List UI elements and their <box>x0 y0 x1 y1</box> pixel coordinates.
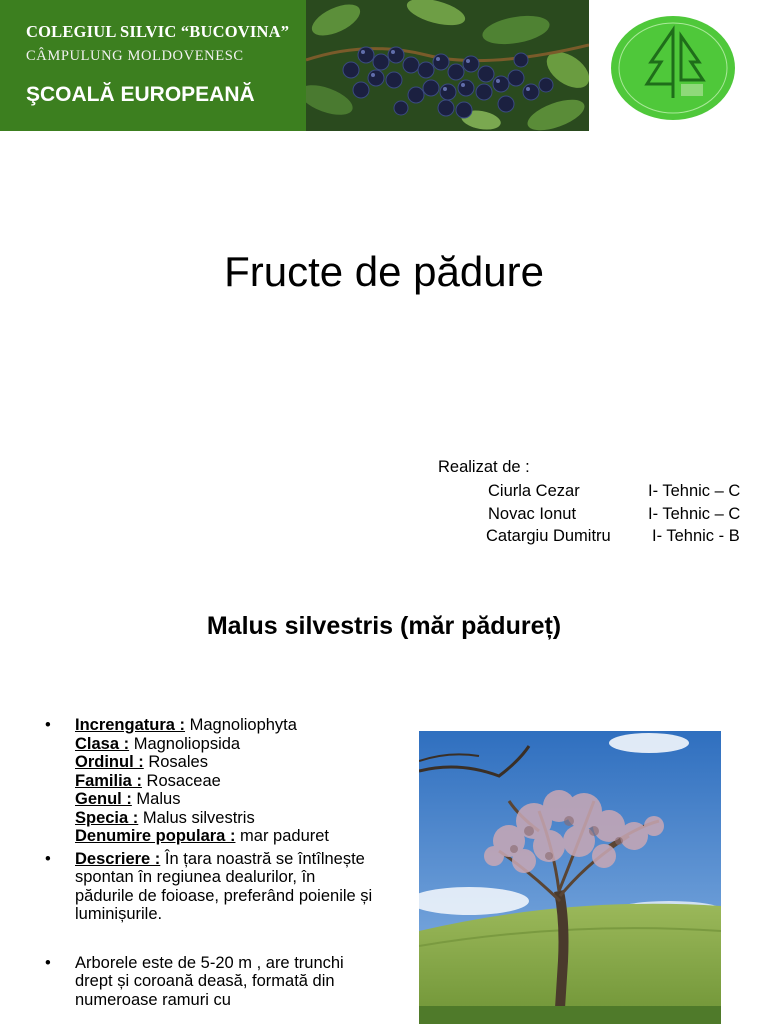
field-key: Denumire populara : <box>75 827 236 845</box>
species-heading: Malus silvestris (măr pădureț) <box>206 612 562 640</box>
apple-tree-photo <box>419 731 721 1024</box>
field-value: Malus silvestris <box>138 808 255 827</box>
species-bullet-list <box>45 716 375 1009</box>
field-key: Specia : <box>75 808 139 827</box>
field-key: Clasa : <box>75 734 130 753</box>
list-item <box>45 954 375 1010</box>
field-key: Familia : <box>75 771 142 790</box>
field-key: Genul : <box>75 790 132 808</box>
school-name: COLEGIUL SILVIC “BUCOVINA” <box>26 22 290 41</box>
bullet-mark: • <box>45 716 51 734</box>
author-class: I- Tehnic - B <box>652 527 740 545</box>
list-item <box>45 850 375 924</box>
school-logo-area <box>589 0 768 131</box>
list-item <box>45 716 375 846</box>
bullet-mark: • <box>45 953 51 972</box>
tree-description: Arborele este de 5-20 m , are trunchi drept și coroană deasă, formată din numeroase ramuri cu <box>75 953 344 1009</box>
black-berries-photo <box>306 0 589 131</box>
field-key: Ordinul : <box>75 753 144 771</box>
header-banner <box>0 0 768 131</box>
presentation-title: Fructe de pădure <box>224 248 544 295</box>
field-key: Increngatura : <box>75 716 186 734</box>
authors-label: Realizat de : <box>438 458 530 476</box>
bullet-mark: • <box>45 849 51 868</box>
field-value: Rosaceae <box>141 771 221 790</box>
field-value: Malus <box>131 790 181 808</box>
field-value: Rosales <box>143 753 208 771</box>
author-name: Ciurla Cezar <box>488 482 580 500</box>
author-class: I- Tehnic – C <box>648 505 741 523</box>
school-tree-logo-icon <box>589 0 768 131</box>
author-name: Catargiu Dumitru <box>486 527 611 545</box>
field-value: În țara noastră se întîlnește spontan în regiunea dealurilor, în pădurile de foioase, preferând poienile și luminișurile. <box>75 849 373 923</box>
author-name: Novac Ionut <box>488 505 577 523</box>
school-city: CÂMPULUNG MOLDOVENESC <box>26 48 244 64</box>
school-name-panel <box>0 0 306 131</box>
field-value: Magnoliophyta <box>185 716 297 734</box>
field-value: mar paduret <box>235 827 329 845</box>
field-value: Magnoliopsida <box>129 734 241 753</box>
author-class: I- Tehnic – C <box>648 482 741 500</box>
school-tagline: ŞCOALĂ EUROPEANĂ <box>26 83 255 106</box>
field-key: Descriere : <box>75 849 161 868</box>
